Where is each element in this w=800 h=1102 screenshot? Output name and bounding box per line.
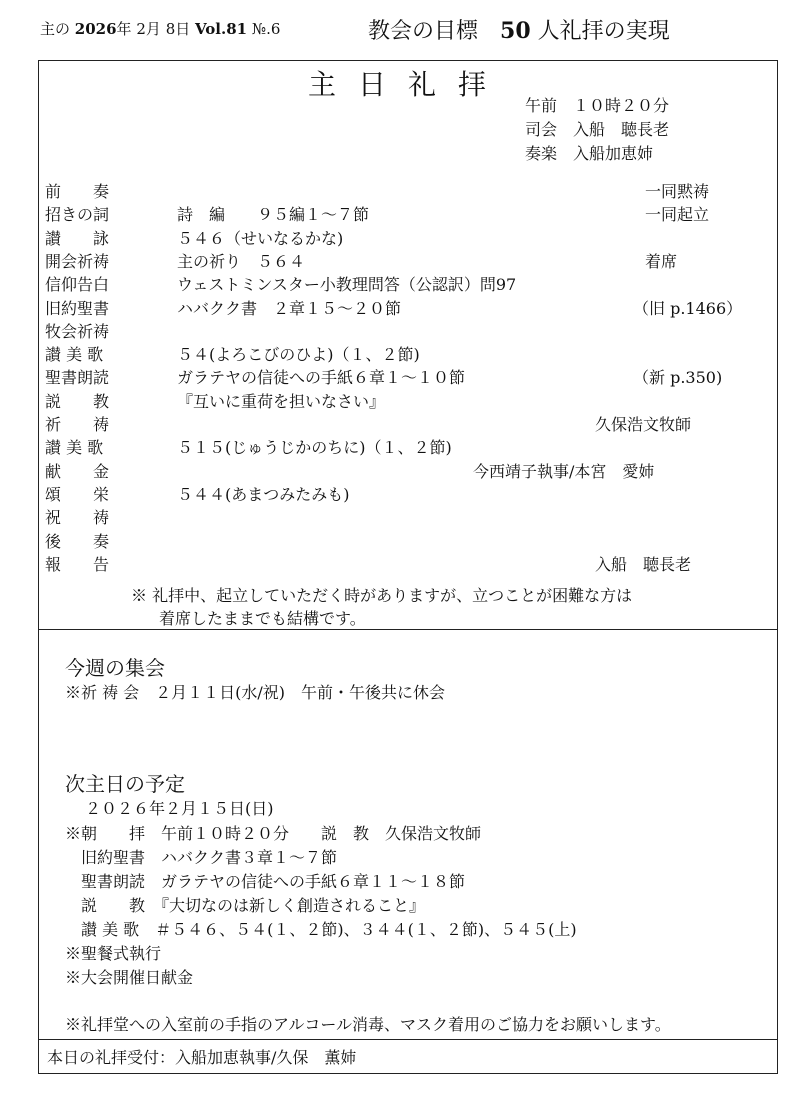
service-row-right: （旧 p.1466） [633, 298, 743, 318]
header-day-unit: 日 [175, 20, 191, 38]
service-row-content: ５４(よろこびのひよ)（１、２節) [177, 345, 420, 365]
next-hymns: 讃 美 歌 ＃５４６、５４(１、２節)、３４４(１、２節)、５４５(上) [81, 920, 577, 939]
service-row-content: ５１５(じゅうじかのちに)（１、２節) [177, 438, 452, 458]
goal-number: 50 [500, 18, 531, 44]
service-presider: 司会 入船 聴長老 [525, 120, 670, 139]
service-row-content: 主の祈り ５６４ [177, 251, 306, 271]
bulletin-header [40, 18, 280, 39]
next-scripture-reading: 聖書朗読 ガラテヤの信徒への手紙６章１１～１８節 [81, 872, 466, 891]
service-row-label: 讃 詠 [45, 228, 110, 248]
service-row-right: 入船 聴長老 [595, 554, 692, 574]
header-month: 2 [136, 20, 146, 38]
header-volume: Vol.81 [195, 20, 248, 38]
service-row-label: 牧会祈祷 [45, 321, 110, 341]
hygiene-request: ※礼拝堂への入室前の手指のアルコール消毒、マスク着用のご協力をお願いします。 [65, 1015, 671, 1034]
goal-prefix: 教会の目標 [368, 19, 501, 44]
service-row-label: 信仰告白 [45, 275, 110, 295]
standing-note-line2: 着席したままでも結構です。 [159, 609, 366, 628]
goal-suffix: 人礼拝の実現 [530, 19, 670, 44]
this-week-heading: 今週の集会 [65, 656, 165, 680]
service-row-content: ハバクク書 ２章１５～２０節 [177, 298, 402, 318]
service-row-label: 讃 美 歌 [45, 438, 104, 458]
reception-line: 本日の礼拝受付：入船加恵執事/久保 薫姉 [47, 1048, 357, 1067]
service-row-label: 報 告 [45, 554, 110, 574]
offering-note: ※大会開催日献金 [65, 968, 194, 987]
header-month-unit: 月 [145, 20, 161, 38]
service-row-label: 開会祈祷 [45, 251, 110, 271]
service-row-content: ５４４(あまつみたみも) [177, 484, 350, 504]
service-order-box [38, 60, 778, 630]
service-time: 午前 １０時２０分 [525, 96, 670, 115]
announcements-box [38, 628, 778, 1040]
service-row-right: 着席 [645, 251, 678, 271]
header-year-unit: 年 [116, 20, 132, 38]
service-row-content: ウェストミンスター小教理問答（公認訳）問97 [177, 275, 517, 295]
service-row-content: ５４６（せいなるかな) [177, 228, 344, 248]
service-row-right: 今西靖子執事/本宮 愛姉 [473, 461, 655, 481]
service-row-right: 一同黙祷 [645, 182, 710, 201]
service-row-label: 祝 祷 [45, 508, 110, 528]
service-row-content: 『互いに重荷を担いなさい』 [177, 391, 386, 411]
service-row-content: 詩 編 ９５編１～７節 [177, 205, 370, 225]
service-row-label: 招きの詞 [45, 205, 110, 225]
header-number: №.6 [251, 20, 281, 38]
service-music: 奏楽 入船加恵姉 [525, 144, 654, 163]
next-ot-reading: 旧約聖書 ハバクク書３章１～７節 [81, 848, 338, 867]
service-row-label: 祈 祷 [45, 415, 110, 434]
service-row-label: 旧約聖書 [45, 298, 110, 318]
service-row-right: 久保浩文牧師 [595, 415, 692, 434]
next-sunday-date: ２０２６年２月１５日(日) [85, 799, 274, 818]
service-row-label: 聖書朗読 [45, 368, 110, 388]
standing-note-line1: ※ 礼拝中、起立していただく時がありますが、立つことが困難な方は [131, 586, 633, 605]
header-prefix: 主の [40, 20, 71, 38]
service-row-right: （新 p.350) [633, 368, 723, 388]
church-goal [368, 14, 670, 45]
header-day: 8 [165, 20, 176, 38]
service-row-content: ガラテヤの信徒への手紙６章１～１０節 [177, 368, 466, 388]
next-morning-service: ※朝 拝 午前１０時２０分 説 教 久保浩文牧師 [65, 824, 482, 843]
service-row-label: 献 金 [45, 461, 110, 481]
service-row-label: 前 奏 [45, 182, 110, 201]
reception-box [38, 1039, 778, 1074]
next-sermon: 説 教 『大切なのは新しく創造されること』 [81, 896, 426, 915]
service-title: 主日礼拝 [307, 68, 508, 101]
service-row-label: 説 教 [45, 391, 110, 411]
service-row-label: 後 奏 [45, 531, 110, 551]
service-row-label: 頌 栄 [45, 484, 110, 504]
service-row-right: 一同起立 [645, 205, 710, 225]
next-sunday-heading: 次主日の予定 [65, 772, 185, 796]
communion-note: ※聖餐式執行 [65, 944, 162, 963]
header-year: 2026 [74, 20, 117, 38]
service-row-label: 讃 美 歌 [45, 345, 104, 365]
prayer-meeting-line: ※祈 祷 会 ２月１１日(水/祝) 午前・午後共に休会 [65, 683, 446, 702]
